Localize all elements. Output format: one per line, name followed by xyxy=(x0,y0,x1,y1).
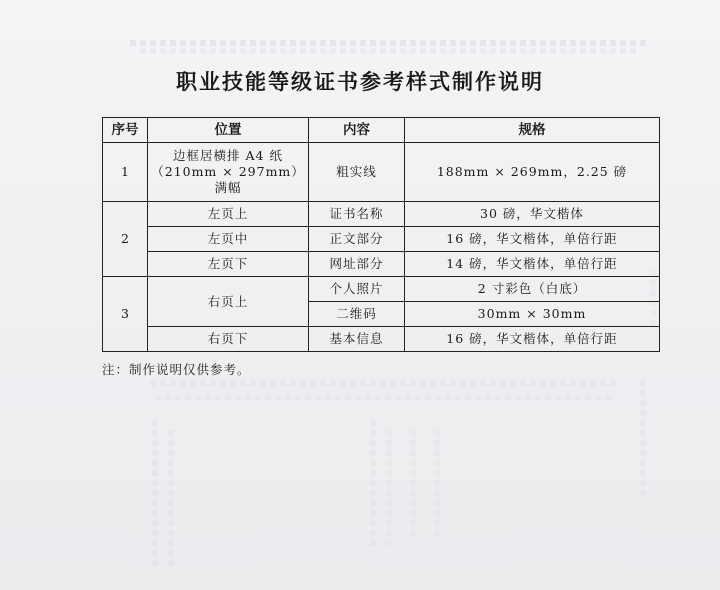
position-cell: 左页下 xyxy=(148,252,309,277)
header-content: 内容 xyxy=(309,118,405,143)
content-cell: 网址部分 xyxy=(309,252,405,277)
table-header-row xyxy=(103,118,660,143)
footnote: 注：制作说明仅供参考。 xyxy=(102,362,251,377)
bleed-through-mark xyxy=(168,430,174,570)
document-title: 职业技能等级证书参考样式制作说明 xyxy=(176,69,544,94)
bleed-through-mark xyxy=(640,380,646,500)
spec-cell: 30 磅，华文楷体 xyxy=(405,202,660,227)
position-line: （210mm × 297mm） xyxy=(151,164,305,179)
content-cell: 二维码 xyxy=(309,302,405,327)
spec-cell: 188mm × 269mm，2.25 磅 xyxy=(405,143,660,202)
bleed-through-mark xyxy=(434,430,440,540)
bleed-through-mark xyxy=(386,430,392,550)
bleed-through-mark xyxy=(155,395,615,401)
spec-cell: 16 磅，华文楷体，单倍行距 xyxy=(405,327,660,352)
content-cell: 正文部分 xyxy=(309,227,405,252)
table-row xyxy=(103,202,660,227)
table-row xyxy=(103,252,660,277)
spec-cell: 14 磅，华文楷体，单倍行距 xyxy=(405,252,660,277)
header-position: 位置 xyxy=(148,118,309,143)
position-cell: 左页上 xyxy=(148,202,309,227)
row-index: 2 xyxy=(103,202,148,277)
table-row xyxy=(103,227,660,252)
position-cell: 右页上 xyxy=(148,277,309,327)
spec-cell: 2 寸彩色（白底） xyxy=(405,277,660,302)
content-cell: 粗实线 xyxy=(309,143,405,202)
content-cell: 个人照片 xyxy=(309,277,405,302)
bleed-through-mark xyxy=(150,380,620,386)
position-cell: 左页中 xyxy=(148,227,309,252)
position-line: 边框居横排 A4 纸 xyxy=(173,148,283,163)
table-row xyxy=(103,143,660,202)
position-cell: 右页下 xyxy=(148,327,309,352)
spec-cell: 30mm × 30mm xyxy=(405,302,660,327)
bleed-through-mark xyxy=(370,420,376,550)
spec-table xyxy=(102,117,660,352)
bleed-through-mark xyxy=(140,48,640,54)
content-cell: 基本信息 xyxy=(309,327,405,352)
spec-cell: 16 磅，华文楷体，单倍行距 xyxy=(405,227,660,252)
content-cell: 证书名称 xyxy=(309,202,405,227)
position-cell xyxy=(148,143,309,202)
bleed-through-mark xyxy=(152,420,158,570)
row-index: 3 xyxy=(103,277,148,352)
bleed-through-mark xyxy=(130,40,650,46)
header-spec: 规格 xyxy=(405,118,660,143)
header-index: 序号 xyxy=(103,118,148,143)
bleed-through-mark xyxy=(410,430,416,540)
position-line: 满幅 xyxy=(214,180,242,195)
table-row xyxy=(103,327,660,352)
row-index: 1 xyxy=(103,143,148,202)
table-row xyxy=(103,277,660,302)
